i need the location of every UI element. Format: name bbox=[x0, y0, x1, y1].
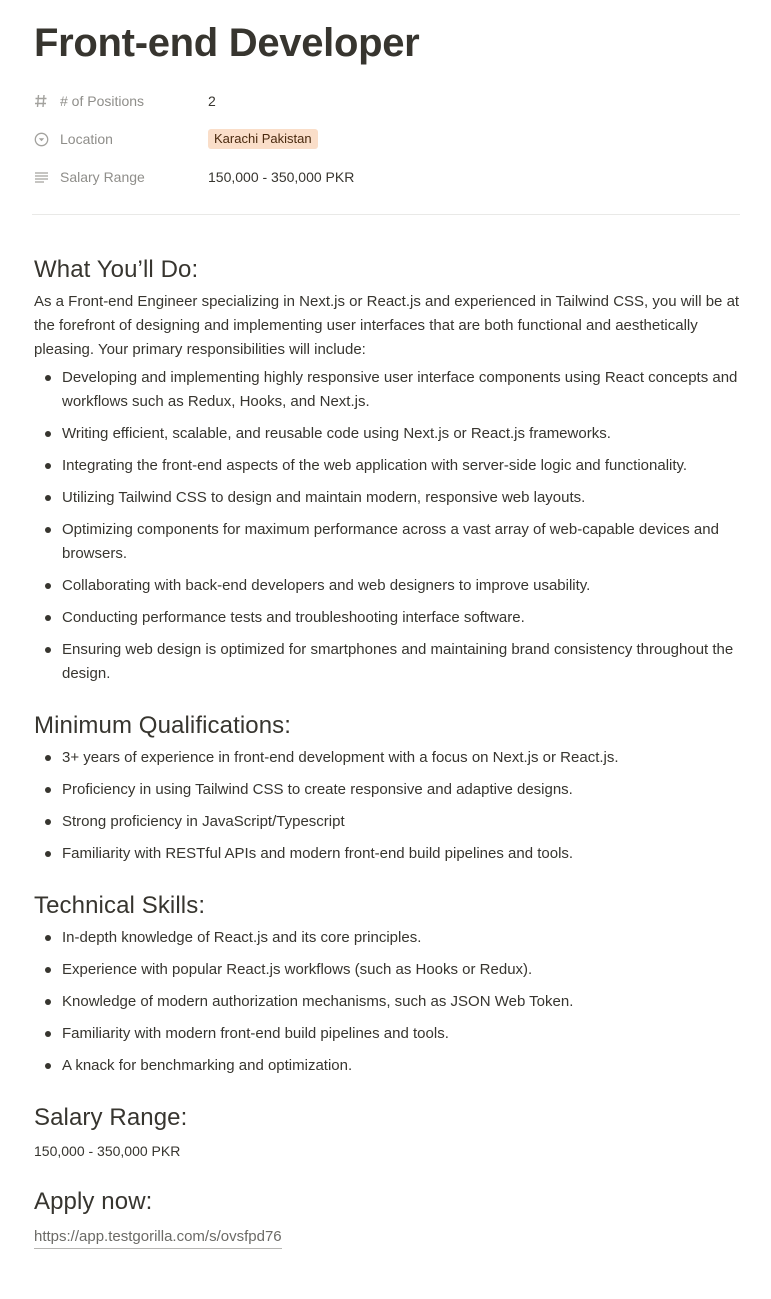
location-tag[interactable]: Karachi Pakistan bbox=[208, 129, 318, 149]
list-item: Familiarity with RESTful APIs and modern front-end build pipelines and tools. bbox=[34, 842, 740, 866]
list-item: Developing and implementing highly responsive user interface components using React concepts and workflows such as Redux, Hooks, and Next.js. bbox=[34, 366, 740, 414]
list-item: Integrating the front-end aspects of the web application with server-side logic and functionality. bbox=[34, 454, 740, 478]
divider bbox=[32, 214, 740, 215]
property-value: 2 bbox=[208, 93, 216, 109]
responsibilities-list bbox=[34, 366, 740, 686]
location-select-icon bbox=[34, 129, 60, 149]
heading-apply-now: Apply now: bbox=[34, 1188, 153, 1215]
apply-link[interactable]: https://app.testgorilla.com/s/ovsfpd76 bbox=[34, 1226, 282, 1249]
list-item: Knowledge of modern authorization mechanisms, such as JSON Web Token. bbox=[34, 990, 740, 1014]
heading-technical-skills: Technical Skills: bbox=[34, 892, 206, 919]
skills-list bbox=[34, 926, 740, 1078]
list-item: Experience with popular React.js workflows (such as Hooks or Redux). bbox=[34, 958, 740, 982]
salary-range-text: 150,000 - 350,000 PKR bbox=[34, 1143, 181, 1159]
intro-paragraph: As a Front-end Engineer specializing in Next.js or React.js and experienced in Tailwind CSS, you will be at the forefront of designing and implementing user interfaces that are both functional and aesthetically pleasing. Your primary responsibilities will include: bbox=[34, 293, 740, 358]
list-item: Optimizing components for maximum performance across a vast array of web-capable devices and browsers. bbox=[34, 518, 740, 566]
property-label: Location bbox=[60, 131, 113, 147]
property-value: 150,000 - 350,000 PKR bbox=[208, 169, 355, 185]
list-item: Conducting performance tests and troubleshooting interface software. bbox=[34, 606, 740, 630]
list-item: Familiarity with modern front-end build pipelines and tools. bbox=[34, 1022, 740, 1046]
page-title: Front-end Developer bbox=[34, 21, 420, 65]
text-lines-icon bbox=[34, 167, 60, 187]
property-key bbox=[34, 91, 208, 111]
property-label: # of Positions bbox=[60, 93, 145, 109]
list-item: Strong proficiency in JavaScript/Typescript bbox=[34, 810, 740, 834]
property-salary-range[interactable] bbox=[34, 158, 734, 196]
heading-what-youll-do: What You’ll Do: bbox=[34, 256, 199, 283]
list-item: A knack for benchmarking and optimization. bbox=[34, 1054, 740, 1078]
list-item: Collaborating with back-end developers and web designers to improve usability. bbox=[34, 574, 740, 598]
page-content bbox=[34, 250, 740, 1249]
property-label: Salary Range bbox=[60, 169, 145, 185]
property-location[interactable] bbox=[34, 120, 734, 158]
heading-salary-range: Salary Range: bbox=[34, 1104, 188, 1131]
list-item: 3+ years of experience in front-end development with a focus on Next.js or React.js. bbox=[34, 746, 740, 770]
hash-icon bbox=[34, 91, 60, 111]
property-key bbox=[34, 129, 208, 149]
list-item: In-depth knowledge of React.js and its core principles. bbox=[34, 926, 740, 950]
properties-table bbox=[34, 82, 734, 196]
qualifications-list bbox=[34, 746, 740, 866]
heading-minimum-qualifications: Minimum Qualifications: bbox=[34, 712, 292, 739]
list-item: Utilizing Tailwind CSS to design and maintain modern, responsive web layouts. bbox=[34, 486, 740, 510]
property-key bbox=[34, 167, 208, 187]
list-item: Writing efficient, scalable, and reusable code using Next.js or React.js frameworks. bbox=[34, 422, 740, 446]
list-item: Ensuring web design is optimized for smartphones and maintaining brand consistency throughout the design. bbox=[34, 638, 740, 686]
property-positions[interactable] bbox=[34, 82, 734, 120]
list-item: Proficiency in using Tailwind CSS to create responsive and adaptive designs. bbox=[34, 778, 740, 802]
property-value bbox=[208, 129, 318, 149]
